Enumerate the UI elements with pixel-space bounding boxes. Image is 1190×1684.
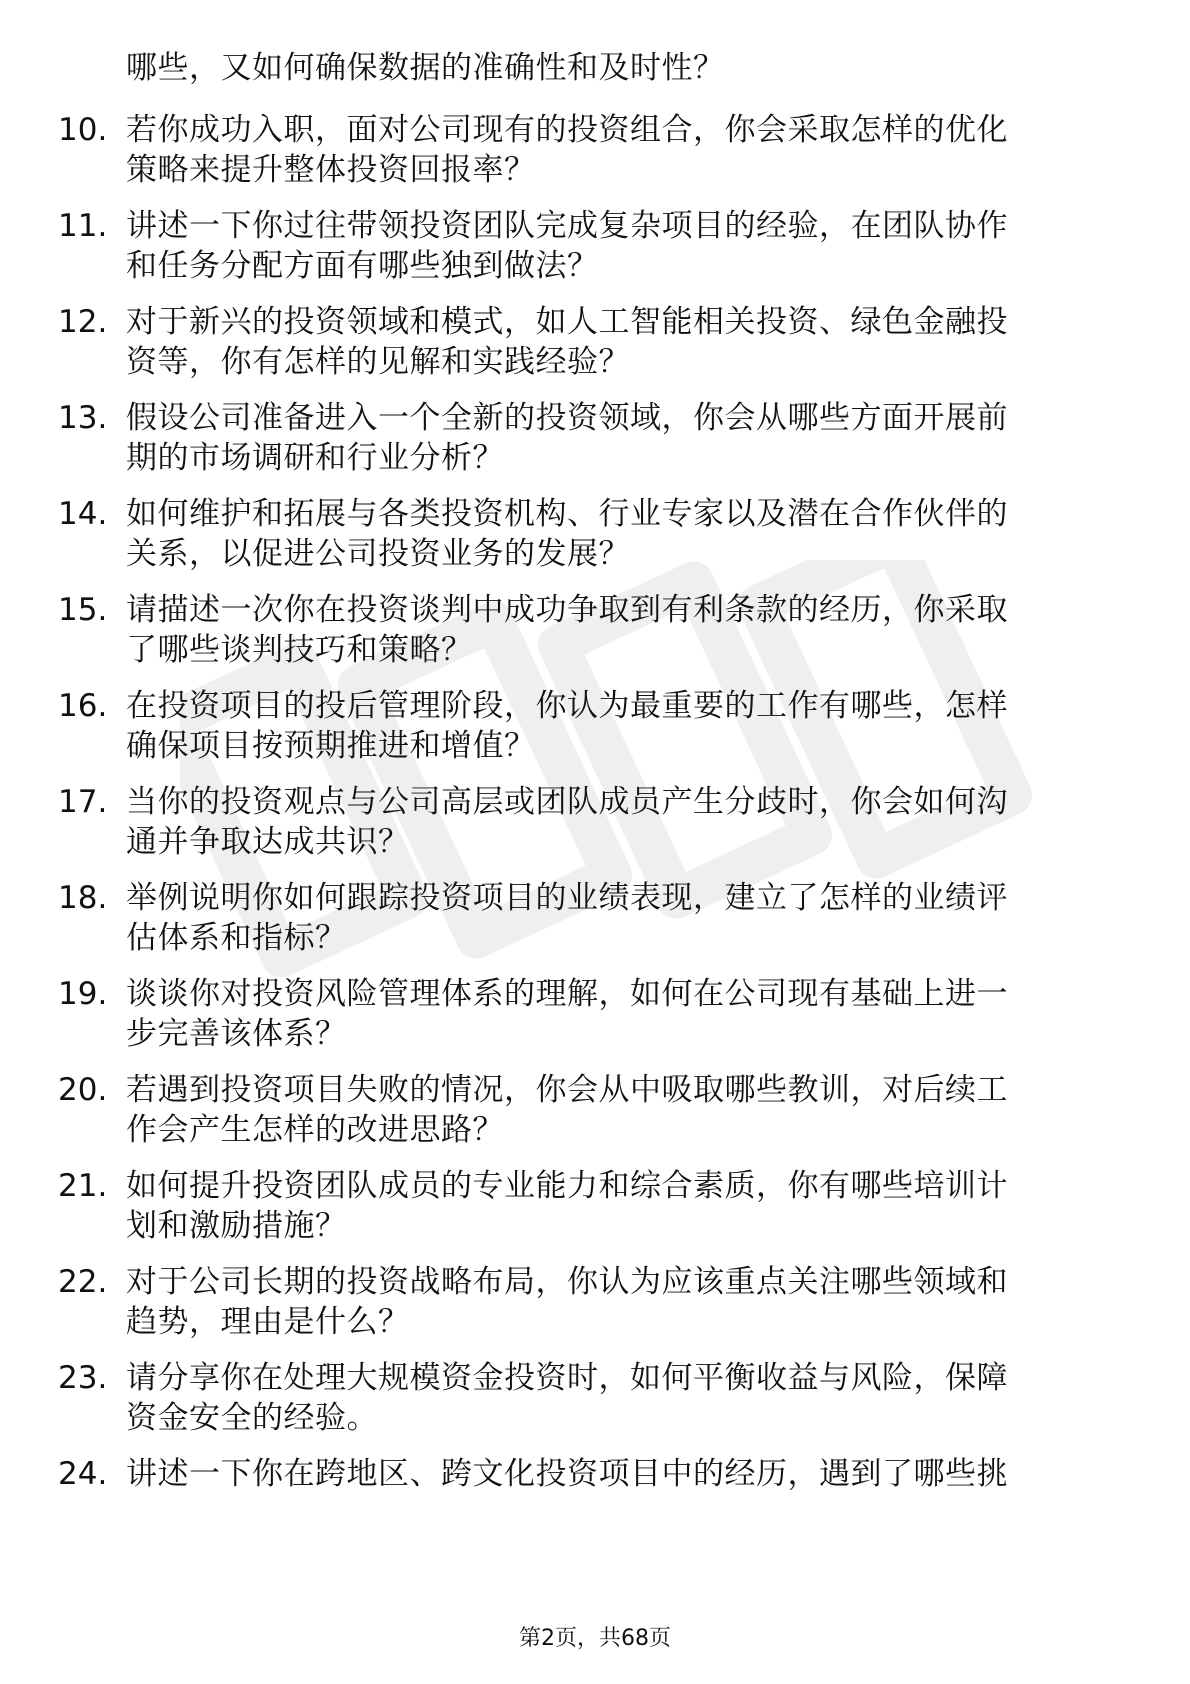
question-text-line: 如何维护和拓展与各类投资机构、行业专家以及潜在合作伙伴的 bbox=[126, 496, 1008, 532]
question-number: 10. bbox=[58, 112, 108, 148]
question-text-line: 划和激励措施？ bbox=[126, 1208, 347, 1244]
question-text-line: 了哪些谈判技巧和策略？ bbox=[126, 632, 473, 668]
question-number: 15. bbox=[58, 592, 108, 628]
question-number: 22. bbox=[58, 1264, 108, 1300]
question-text-line: 策略来提升整体投资回报率？ bbox=[126, 152, 536, 188]
question-text-line: 请分享你在处理大规模资金投资时，如何平衡收益与风险，保障 bbox=[126, 1360, 1008, 1396]
question-number: 20. bbox=[58, 1072, 108, 1108]
question-text-line: 请描述一次你在投资谈判中成功争取到有利条款的经历，你采取 bbox=[126, 592, 1008, 628]
question-text-line: 趋势，理由是什么？ bbox=[126, 1304, 410, 1340]
question-text-line: 假设公司准备进入一个全新的投资领域，你会从哪些方面开展前 bbox=[126, 400, 1008, 436]
question-text-line: 期的市场调研和行业分析？ bbox=[126, 440, 504, 476]
question-text-line: 通并争取达成共识？ bbox=[126, 824, 410, 860]
question-text-line: 在投资项目的投后管理阶段，你认为最重要的工作有哪些，怎样 bbox=[126, 688, 1008, 724]
question-number: 23. bbox=[58, 1360, 108, 1396]
question-text-line: 对于公司长期的投资战略布局，你认为应该重点关注哪些领域和 bbox=[126, 1264, 1008, 1300]
question-text-line: 资等，你有怎样的见解和实践经验？ bbox=[126, 344, 630, 380]
question-text-line: 对于新兴的投资领域和模式，如人工智能相关投资、绿色金融投 bbox=[126, 304, 1008, 340]
question-text-line: 和任务分配方面有哪些独到做法？ bbox=[126, 248, 599, 284]
question-text-line: 举例说明你如何跟踪投资项目的业绩表现，建立了怎样的业绩评 bbox=[126, 880, 1008, 916]
question-number: 16. bbox=[58, 688, 108, 724]
question-number: 18. bbox=[58, 880, 108, 916]
question-number: 13. bbox=[58, 400, 108, 436]
question-text-line: 如何提升投资团队成员的专业能力和综合素质，你有哪些培训计 bbox=[126, 1168, 1008, 1204]
question-number: 17. bbox=[58, 784, 108, 820]
question-number: 12. bbox=[58, 304, 108, 340]
question-text-line: 关系，以促进公司投资业务的发展？ bbox=[126, 536, 630, 572]
question-number: 24. bbox=[58, 1456, 108, 1492]
page-footer: 第2页，共68页 bbox=[519, 1626, 671, 1651]
question-text-line: 若遇到投资项目失败的情况，你会从中吸取哪些教训，对后续工 bbox=[126, 1072, 1008, 1108]
continuation-line: 哪些，又如何确保数据的准确性和及时性？ bbox=[126, 50, 725, 86]
question-text-line: 当你的投资观点与公司高层或团队成员产生分歧时，你会如何沟 bbox=[126, 784, 1008, 820]
question-text-line: 讲述一下你在跨地区、跨文化投资项目中的经历，遇到了哪些挑 bbox=[126, 1456, 1008, 1492]
question-text-line: 确保项目按预期推进和增值？ bbox=[126, 728, 536, 764]
question-text-line: 讲述一下你过往带领投资团队完成复杂项目的经验，在团队协作 bbox=[126, 208, 1008, 244]
question-text-line: 谈谈你对投资风险管理体系的理解，如何在公司现有基础上进一 bbox=[126, 976, 1008, 1012]
question-text-line: 作会产生怎样的改进思路？ bbox=[126, 1112, 504, 1148]
question-number: 21. bbox=[58, 1168, 108, 1204]
question-text-line: 若你成功入职，面对公司现有的投资组合，你会采取怎样的优化 bbox=[126, 112, 1008, 148]
question-number: 14. bbox=[58, 496, 108, 532]
question-number: 19. bbox=[58, 976, 108, 1012]
question-number: 11. bbox=[58, 208, 108, 244]
question-text-line: 估体系和指标？ bbox=[126, 920, 347, 956]
question-text-line: 资金安全的经验。 bbox=[126, 1400, 378, 1436]
question-text-line: 步完善该体系？ bbox=[126, 1016, 347, 1052]
